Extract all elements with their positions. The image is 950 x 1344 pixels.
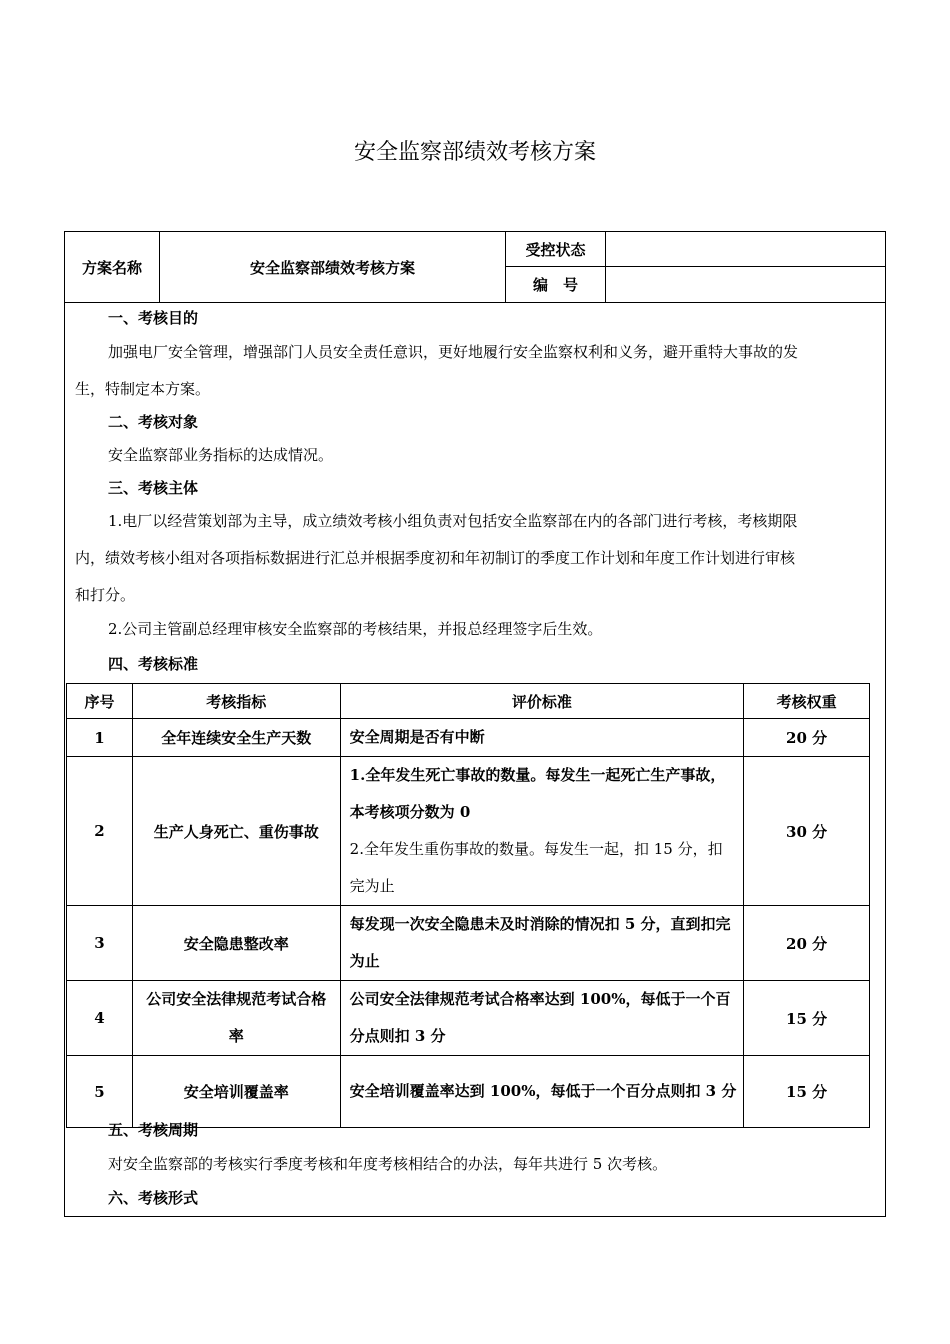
row-weight: 20 分 (744, 719, 870, 757)
row-indicator: 生产人身死亡、重伤事故 (132, 757, 340, 906)
section-title: 一、考核目的 (108, 309, 199, 327)
paragraph-line: 内，绩效考核小组对各项指标数据进行汇总并根据季度初和年初制订的季度工作计划和年度工作计划进行审核 (75, 549, 796, 567)
row-number: 5 (67, 1056, 133, 1128)
paragraph-line: 安全监察部业务指标的达成情况。 (108, 446, 334, 464)
table-row (67, 981, 870, 1056)
header-block (65, 232, 885, 303)
header-cell: 考核权重 (744, 684, 870, 719)
header-cell: 序号 (67, 684, 133, 719)
row-indicator: 安全隐患整改率 (132, 906, 340, 981)
paragraph-line: 2.公司主管副总经理审核安全监察部的考核结果，并报总经理签字后生效。 (108, 620, 603, 638)
document-title: 安全监察部绩效考核方案 (353, 140, 596, 165)
table-row (67, 719, 870, 757)
section-title: 三、考核主体 (108, 479, 199, 497)
table-row (67, 1056, 870, 1128)
paragraph-line: 对安全监察部的考核实行季度考核和年度考核相结合的办法，每年共进行 5 次考核。 (108, 1155, 668, 1173)
row-number: 3 (67, 906, 133, 981)
paragraph-line: 加强电厂安全管理，增强部门人员安全责任意识，更好地履行安全监察权利和义务，避开重特大事故的发 (108, 343, 799, 361)
row-weight: 20 分 (744, 906, 870, 981)
row-indicator: 公司安全法律规范考试合格率 (132, 981, 340, 1056)
row-weight: 30 分 (744, 757, 870, 906)
row-indicator: 全年连续安全生产天数 (132, 719, 340, 757)
section-title: 六、考核形式 (108, 1189, 199, 1207)
row-weight: 15 分 (744, 1056, 870, 1128)
criteria-line: 2.全年发生重伤事故的数量。每发生一起，扣 15 分，扣完为止 (349, 840, 723, 895)
row-indicator: 安全培训覆盖率 (132, 1056, 340, 1128)
header-cell: 评价标准 (340, 684, 743, 719)
row-criteria (340, 757, 743, 906)
row-number: 1 (67, 719, 133, 757)
table-row (67, 906, 870, 981)
row-criteria: 公司安全法律规范考试合格率达到 100%，每低于一个百分点则扣 3 分 (340, 981, 743, 1056)
paragraph-line: 生，特制定本方案。 (75, 380, 211, 398)
plan-name-label: 方案名称 (81, 258, 142, 277)
row-number: 2 (67, 757, 133, 906)
header-cell: 考核指标 (132, 684, 340, 719)
plan-frame (64, 231, 886, 1217)
section-title: 五、考核周期 (108, 1121, 199, 1139)
row-criteria: 每发现一次安全隐患未及时消除的情况扣 5 分，直到扣完为止 (340, 906, 743, 981)
criteria-line: 1.全年发生死亡事故的数量。每发生一起死亡生产事故，本考核项分数为 0 (349, 766, 726, 821)
paragraph-line: 1.电厂以经营策划部为主导，成立绩效考核小组负责对包括安全监察部在内的各部门进行考核，考核期限 (108, 512, 798, 530)
table-header-row (67, 684, 870, 719)
row-criteria: 安全周期是否有中断 (340, 719, 743, 757)
row-weight: 15 分 (744, 981, 870, 1056)
criteria-table (66, 683, 870, 1128)
control-status-label: 受控状态 (525, 240, 586, 259)
section-title: 四、考核标准 (108, 655, 199, 673)
table-row (67, 757, 870, 906)
control-status-value (606, 232, 885, 266)
plan-name-value: 安全监察部绩效考核方案 (249, 258, 415, 277)
row-number: 4 (67, 981, 133, 1056)
paragraph-line: 和打分。 (75, 586, 136, 604)
row-criteria: 安全培训覆盖率达到 100%，每低于一个百分点则扣 3 分 (340, 1056, 743, 1128)
number-value (606, 267, 885, 302)
number-label: 编 号 (532, 276, 578, 294)
section-title: 二、考核对象 (108, 413, 199, 431)
